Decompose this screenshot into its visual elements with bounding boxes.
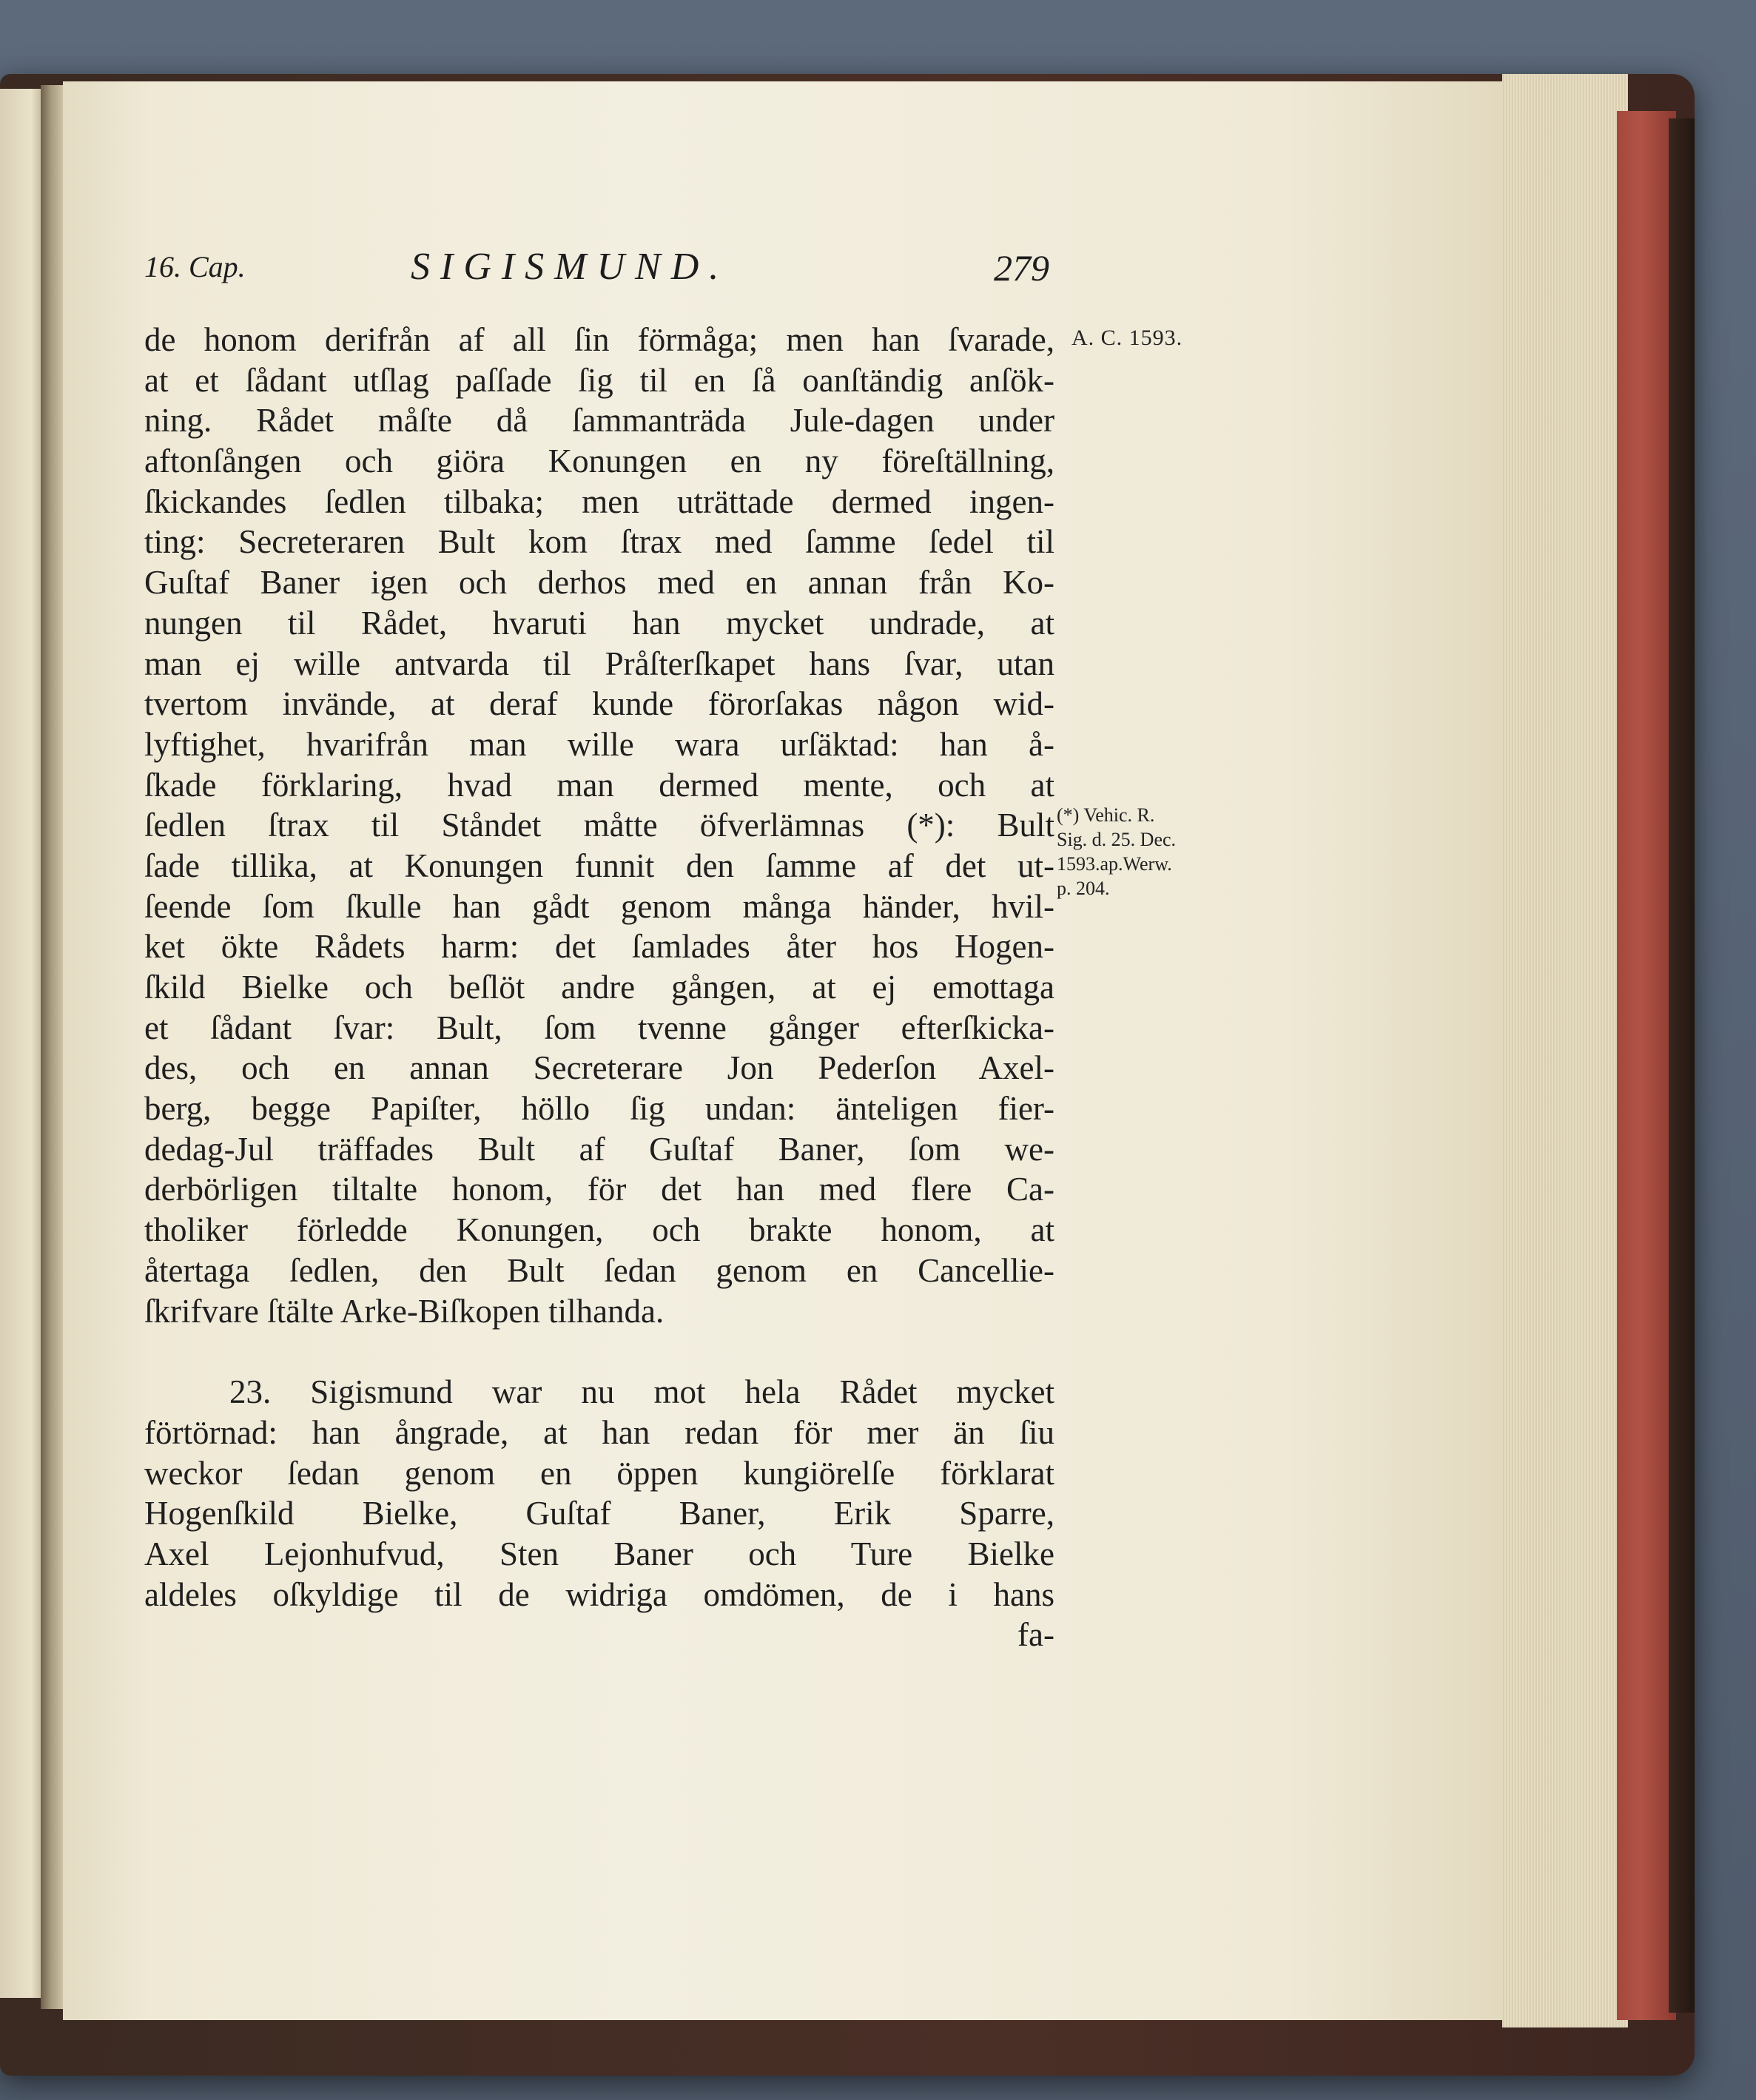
text-line: nungen til Rådet, hvaruti han mycket undrade, at	[144, 604, 1054, 642]
body-text	[144, 320, 1054, 1655]
text-line: ſkade förklaring, hvad man dermed mente, och at	[144, 766, 1054, 804]
red-page-edge	[1617, 111, 1676, 2020]
text-line: tvertom invände, at deraf kunde förorſakas någon wid-	[144, 685, 1054, 723]
text-line: weckor ſedan genom en öppen kungiörelſe förklarat	[144, 1454, 1054, 1492]
text-line: ſkickandes ſedlen tilbaka; men uträttade dermed ingen-	[144, 482, 1054, 520]
running-head	[144, 240, 1069, 292]
text-line: de honom derifrån af all ſin förmåga; men han ſvarade,	[144, 321, 1054, 358]
text-line: ſeende ſom ſkulle han gådt genom många händer, hvil-	[144, 887, 1054, 925]
text-line: Guſtaf Baner igen och derhos med en annan från Ko-	[144, 564, 1054, 602]
text-line: berg, begge Papiſter, höllo ſig undan: änteligen fier-	[144, 1090, 1054, 1128]
text-line: återtaga ſedlen, den Bult ſedan genom en Cancellie-	[144, 1251, 1054, 1289]
text-line: Hogenſkild Bielke, Guſtaf Baner, Erik Sparre,	[144, 1495, 1054, 1532]
text-line: derbörligen tiltalte honom, för det han med flere Ca-	[144, 1171, 1054, 1208]
margin-reference-line: (*) Vehic. R.	[1057, 804, 1155, 826]
text-line: ſkrifvare ſtälte Arke-Biſkopen tilhanda.	[144, 1292, 665, 1330]
page-number: 279	[994, 247, 1049, 289]
text-line: des, och en annan Secreterare Jon Pederſon Axel-	[144, 1049, 1054, 1087]
text-line: at et ſådant utſlag paſſade ſig til en ſå oanſtändig anſök-	[144, 361, 1054, 399]
margin-reference-line: Sig. d. 25. Dec.	[1057, 829, 1177, 850]
left-page-edge	[0, 89, 44, 1998]
text-line: förtörnad: han ångrade, at han redan för mer än ſiu	[144, 1413, 1054, 1451]
text-line: tholiker förledde Konungen, och brakte honom, at	[144, 1211, 1054, 1249]
cover-edge	[1669, 118, 1695, 2013]
text-line: ket ökte Rådets harm: det ſamlades åter hos Hogen-	[144, 928, 1054, 966]
text-line: ſkild Bielke och beſlöt andre gången, at ej emottaga	[144, 969, 1054, 1006]
paragraph-start-line: 23. Sigismund war nu mot hela Rådet mycket	[229, 1373, 1054, 1411]
running-title: SIGISMUND.	[411, 246, 730, 288]
text-line: ning. Rådet måſte då ſammanträda Jule-dagen under	[144, 402, 1054, 440]
text-line: lyftighet, hvarifrån man wille wara urſäktad: han å-	[144, 725, 1054, 763]
margin-reference-line: p. 204.	[1057, 878, 1110, 899]
margin-reference	[1057, 803, 1227, 901]
text-line: man ej wille antvarda til Pråſterſkapet hans ſvar, utan	[144, 645, 1054, 682]
chapter-label: 16. Cap.	[144, 250, 246, 283]
text-line: aldeles oſkyldige til de widriga omdömen, de i hans	[144, 1575, 1054, 1613]
catchword: fa-	[1017, 1616, 1054, 1654]
text-line: ſedlen ſtrax til Ståndet måtte öfverlämnas (*): Bult	[144, 807, 1054, 844]
text-line: aftonſången och giöra Konungen en ny föreſtällning,	[144, 442, 1054, 480]
text-line: dedag-Jul träffades Bult af Guſtaf Baner, ſom we-	[144, 1130, 1054, 1168]
margin-reference-line: 1593.ap.Werw.	[1057, 853, 1172, 875]
margin-year: A. C. 1593.	[1072, 326, 1183, 350]
text-line: ſade tillika, at Konungen funnit den ſamme af det ut-	[144, 847, 1054, 884]
text-line: Axel Lejonhufvud, Sten Baner och Ture Bielke	[144, 1535, 1054, 1572]
text-line: ting: Secreteraren Bult kom ſtrax med ſamme ſedel til	[144, 523, 1054, 561]
text-line: et ſådant ſvar: Bult, ſom tvenne gånger efterſkicka-	[144, 1009, 1054, 1046]
page-edges	[1502, 74, 1628, 2027]
